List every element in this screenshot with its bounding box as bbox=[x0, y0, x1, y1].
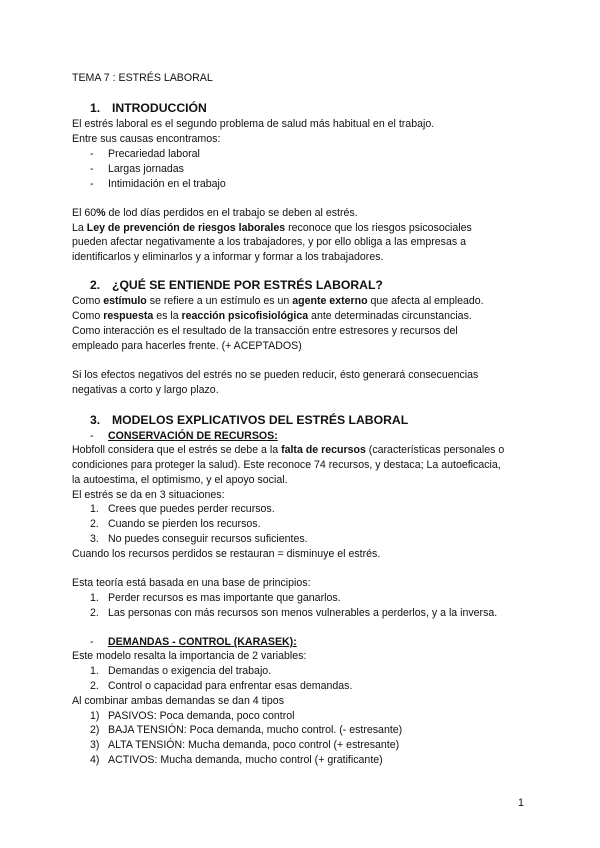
paragraph: Al combinar ambas demandas se dan 4 tipos bbox=[72, 695, 284, 707]
paragraph: empleado para hacerles frente. (+ ACEPTADOS) bbox=[72, 340, 302, 352]
section-3-heading bbox=[90, 412, 408, 428]
list-item: - Precariedad laboral bbox=[90, 148, 200, 160]
paragraph: Esta teoría está basada en una base de principios: bbox=[72, 577, 311, 589]
subsection-karasek: - DEMANDAS - CONTROL (KARASEK): bbox=[90, 636, 297, 648]
paragraph: Hobfoll considera que el estrés se debe a la falta de recursos (características personales o bbox=[72, 444, 505, 456]
list-item: 3) ALTA TENSIÓN: Mucha demanda, poco control (+ estresante) bbox=[90, 739, 400, 751]
list-item: 2. Control o capacidad para enfrentar esas demandas. bbox=[90, 680, 353, 692]
list-item: 3. No puedes conseguir recursos suficientes. bbox=[90, 533, 308, 545]
paragraph: Como estímulo se refiere a un estímulo es un agente externo que afecta al empleado. bbox=[72, 295, 484, 307]
list-item: 1) PASIVOS: Poca demanda, poco control bbox=[90, 710, 295, 722]
paragraph: Como interacción es el resultado de la transacción entre estresores y recursos del bbox=[72, 325, 458, 337]
page-number: 1 bbox=[518, 797, 524, 809]
section-2-number: 2. bbox=[90, 278, 101, 292]
section-1-title: INTRODUCCIÓN bbox=[112, 101, 207, 115]
list-item: 2) BAJA TENSIÓN: Poca demanda, mucho control. (- estresante) bbox=[90, 724, 403, 736]
list-item: 2. Cuando se pierden los recursos. bbox=[90, 518, 261, 530]
list-item: 1. Perder recursos es mas importante que ganarlos. bbox=[90, 592, 341, 604]
list-item: - Intimidación en el trabajo bbox=[90, 178, 226, 190]
paragraph: la autoestima, el optimismo, y el apoyo social. bbox=[72, 474, 288, 486]
list-item: 1. Crees que puedes perder recursos. bbox=[90, 503, 275, 515]
section-1-number: 1. bbox=[90, 101, 101, 115]
paragraph: Si los efectos negativos del estrés no se pueden reducir, ésto generará consecuencias bbox=[72, 369, 479, 381]
paragraph: negativas a corto y largo plazo. bbox=[72, 384, 219, 396]
section-1-heading bbox=[90, 100, 207, 116]
paragraph: El estrés laboral es el segundo problema de salud más habitual en el trabajo. bbox=[72, 118, 435, 130]
list-item: 2. Las personas con más recursos son menos vulnerables a perderlos, y a la inversa. bbox=[90, 607, 498, 619]
paragraph: Entre sus causas encontramos: bbox=[72, 133, 221, 145]
section-3-number: 3. bbox=[90, 413, 101, 427]
list-item: 1. Demandas o exigencia del trabajo. bbox=[90, 665, 272, 677]
paragraph: Cuando los recursos perdidos se restauran = disminuye el estrés. bbox=[72, 548, 381, 560]
subsection-conservacion: - CONSERVACIÓN DE RECURSOS: bbox=[90, 430, 278, 442]
paragraph: identificarlos y eliminarlos y a informar y formar a los trabajadores. bbox=[72, 251, 384, 263]
paragraph: Como respuesta es la reacción psicofisiológica ante determinadas circunstancias. bbox=[72, 310, 472, 322]
section-2-title: ¿QUÉ SE ENTIENDE POR ESTRÉS LABORAL? bbox=[112, 278, 383, 292]
list-item: 4) ACTIVOS: Mucha demanda, mucho control (+ gratificante) bbox=[90, 754, 383, 766]
paragraph: La Ley de prevención de riesgos laborales reconoce que los riesgos psicosociales bbox=[72, 222, 472, 234]
section-2-heading bbox=[90, 277, 383, 293]
paragraph: Este modelo resalta la importancia de 2 variables: bbox=[72, 650, 307, 662]
paragraph: El 60% de lod días perdidos en el trabajo se deben al estrés. bbox=[72, 207, 358, 219]
section-3-title: MODELOS EXPLICATIVOS DEL ESTRÉS LABORAL bbox=[112, 413, 409, 427]
paragraph: El estrés se da en 3 situaciones: bbox=[72, 489, 225, 501]
list-item: - Largas jornadas bbox=[90, 163, 184, 175]
paragraph: condiciones para proteger la salud). Este reconoce 74 recursos, y destaca; La autoeficacia, bbox=[72, 459, 501, 471]
document-title: TEMA 7 : ESTRÉS LABORAL bbox=[72, 72, 213, 84]
paragraph: pueden afectar negativamente a los trabajadores, y por ello obliga a las empresas a bbox=[72, 236, 466, 248]
